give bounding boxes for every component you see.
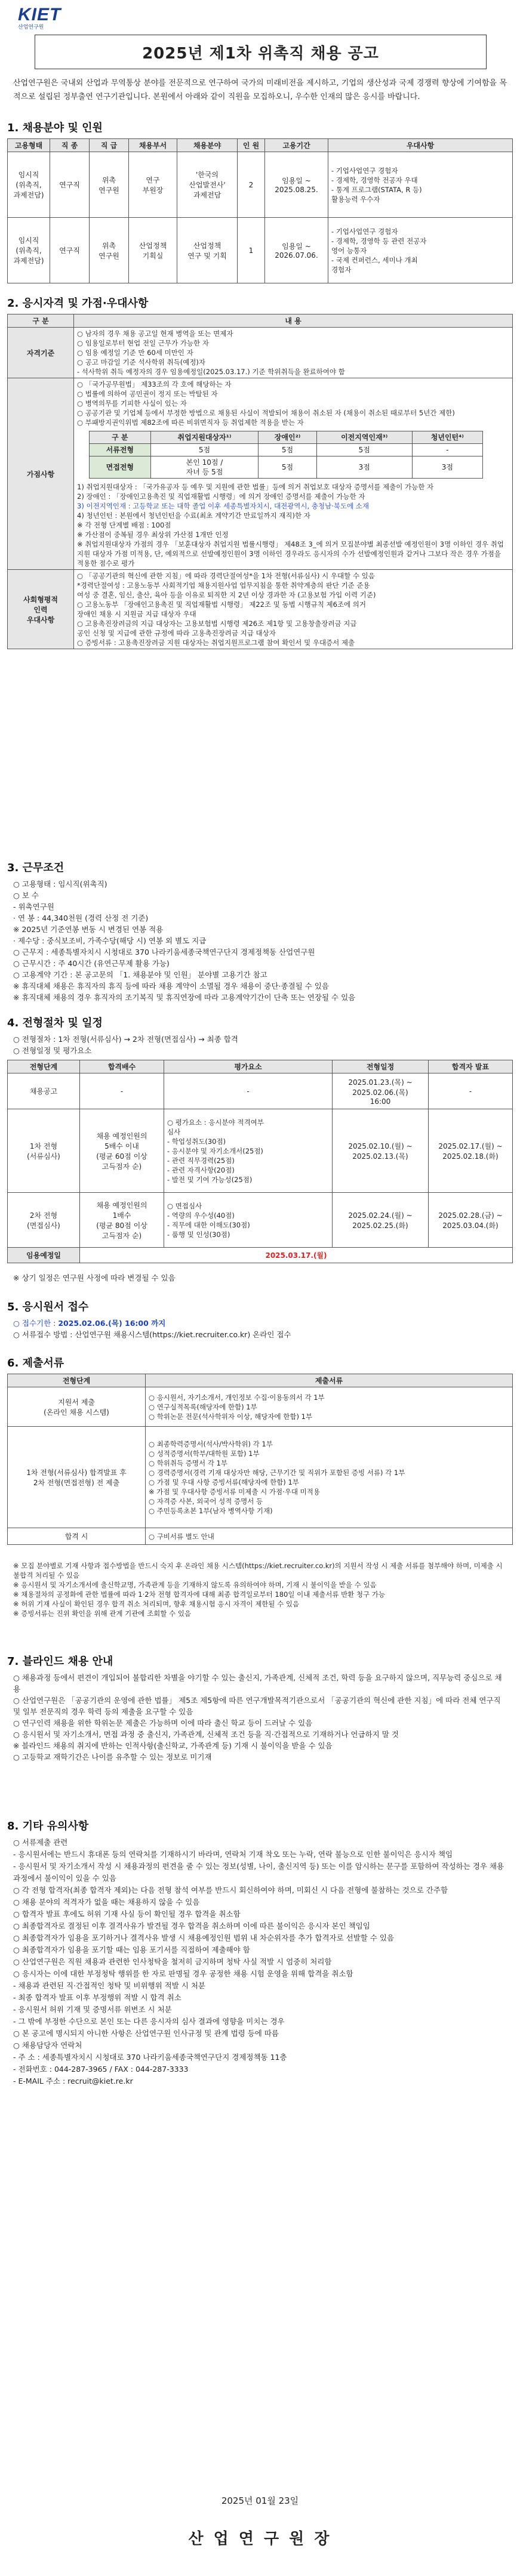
cell-ratio: 채용 예정인원의 5배수 이내 (평균 60점 이상 고득점자 순) [80,1109,164,1193]
qualification-content [74,328,513,378]
table-row [8,1073,513,1109]
qualification-header-row [8,314,513,328]
work-conditions [13,878,509,1003]
list-item: - 그 밖에 부정한 수단으로 본인 또는 다른 응시자의 심사 결과에 영향을 미치는 경우 [13,2017,285,2026]
list-item: ※ 블라인드 채용의 취지에 반하는 인적사항(출신학교, 가족관계 등) 기재 시 불이익을 받을 수 있음 [13,1741,333,1750]
cell-result: 2025.02.28.(금) ~ 2025.03.04.(화) [429,1193,513,1248]
list-item: ※ 휴직대체 채용의 경우 휴직자의 조기복직 및 휴직연장에 따라 고용계약기간이 단축 또는 연장될 수 있음 [13,993,356,1002]
col-header: 청년인턴⁴⁾ [412,431,482,444]
note-item: ※ 채용절차의 공정화에 관한 법률에 따라 1·2차 전형 합격자에 대해 최종 합격일로부터 180일 이내 제출서류 반환 청구 가능 [13,1590,386,1599]
positions-header-row [8,139,513,152]
qualification-row [8,328,513,378]
list-item: - 전화번호 : 044-287-3965 / FAX : 044-287-3333 [13,2065,189,2074]
cell-dept: 산업정책 기획실 [129,218,177,283]
list-item: ○ 병역의무를 기피한 사실이 있는 자 [77,399,187,408]
list-item: ○ 공공기관 및 기업체 등에서 부정한 방법으로 채용된 사실이 적발되어 채용이 취소된 자 (채용이 취소된 때로부터 5년간 제한) [77,409,455,417]
col-header: 구 분 [8,314,74,328]
cell: 3점 [316,456,412,479]
kiet-logo [18,5,84,29]
list-item: - E-MAIL 주소 : recruit@kiet.re.kr [13,2077,133,2086]
qualification-table [7,314,513,649]
section-1-heading: 1. 채용분야 및 인원 [7,122,103,134]
documents-header-row [8,1374,513,1387]
note-item: 2) 장애인 : 「장애인고용촉진 및 직업재활법 시행령」에 의거 장애인 증명서를 제출이 가능한 자 [77,492,365,501]
list-item: ○ 고등학교 재학기간은 나이를 유추할 수 있는 정보로 미기재 [13,1753,212,1761]
cell-docs: ○ 구비서류 별도 안내 [146,1528,513,1545]
list-item: ※ 2025년 기준연봉 변동 시 변경된 연봉 적용 [13,925,164,934]
cell: 3점 [412,456,482,479]
list-item: ○ 고용계약 기간 : 본 공고문의 「1. 채용분야 및 인원」 분야별 고용기간 참고 [13,970,267,979]
table-row [8,1528,513,1545]
preference-row [8,570,513,649]
list-item: ○ 남자의 경우 채용 공고일 현재 병역을 또는 면제자 [77,329,233,338]
list-item: ○ 채용 분야의 적격자가 없을 때는 채용하지 않을 수 있음 [13,1898,200,1906]
col-header: 채용분야 [177,139,238,152]
cell-grade: 위촉 연구원 [90,218,129,283]
schedule-table [7,1060,513,1263]
col-header: 고용기간 [265,139,328,152]
section-7-heading: 7. 블라인드 채용 안내 [7,1655,113,1668]
cell-docs: ○ 최종학력증명서(석사/박사학위) 각 1부 ○ 성적증명서(학부/대학원 포함) 1부 ○ 학위취득 증명서 각 1부 ○ 경력증명서(경력 기재 대상자만 해당, 근무기간 및 직위가 포함된 증빙 서류) 각 1부 ○ 가점 및 우대 사항 증빙서류(해당자에 한함) 1부 ※ 가점 및 우대사항 증빙서류 미제출 시 가점·우대 미적용 ○ 자격증 사본, 외국어 성적 증명서 등 ○ 주민등록초본 1부(남자 병역사항 기재) [146,1427,513,1528]
list-item: - 최종 합격자 발표 이후 부정행위 적발 시 합격 취소 [13,1993,181,2002]
col-header: 제출서류 [146,1374,513,1387]
cell-sched: 2025.02.24.(월) ~ 2025.02.25.(화) [333,1193,429,1248]
list-item: 여성 중 결혼, 임신, 출산, 육아 등을 이유로 퇴직한 지 2년 이상 경과한 자 (고용보험 가입 이력 기준) [77,591,376,599]
list-item: ○ 전형절차 : 1차 전형(서류심사) → 2차 전형(면접심사) → 최종 합격 [13,1035,238,1044]
list-item: ○ 채용과정 등에서 편견이 개입되어 불합리한 차별을 야기할 수 있는 출신지, 가족관계, 신체적 조건, 학력 등을 요구하지 않으며, 직무능력 중심으로 채용 [13,1673,502,1693]
list-item: ○ 근무지 : 세종특별자치시 시청대로 370 나라키움세종국책연구단지 경제정책동 산업연구원 [13,948,315,957]
page-title: 2025년 제1차 위촉직 채용 공고 [35,35,487,69]
list-item: - 응시원서 허위 기재 및 증명서류 위변조 시 처분 [13,2005,172,2014]
logo-mark: KIET [18,5,61,24]
col-header: 합격배수 [80,1060,164,1073]
cell-result: - [429,1073,513,1109]
cell-field: '한국의 산업발전사' 과제전담 [177,152,238,218]
list-item: ○ 근무시간 : 주 40시간 (유연근무제 활용 가능) [13,959,170,968]
start-date-value: 2025.03.17.(월) [80,1248,513,1263]
cell-dept: 연구 부원장 [129,152,177,218]
table-row [90,456,483,479]
logo-subtitle: 산업연구원 [18,24,44,30]
cell: 5점 [259,456,317,479]
documents-notes [13,1561,509,1618]
list-item [13,1318,509,1329]
list-item: - 응시원서에는 반드시 휴대폰 등의 연락처를 기재하시기 바라며, 연락처 기재 착오 또는 누락, 연락 불능으로 인한 불이익은 응시자 책임 [13,1850,453,1859]
bonus-row [8,378,513,570]
section-3-heading: 3. 근무조건 [7,862,64,874]
list-item: - 위촉연구원 [13,902,54,911]
cell-stage: 합격 시 [8,1528,146,1545]
col-header: 구 분 [90,431,151,444]
cell-sched: 2025.02.10.(월) ~ 2025.02.13.(목) [333,1109,429,1193]
list-item: ○ 산업연구원은 직원 채용과 관련한 인사청탁을 철저히 금지하며 청탁 사실 적발 시 엄중히 처리함 [13,1957,332,1966]
col-header: 채용부서 [129,139,177,152]
list-item: ○ 임용일로부터 현업 전일 근무가 가능한 자 [77,339,209,347]
col-header: 우대사항 [328,139,513,152]
note-item: 3) 이전지역인재 : 고등학교 또는 대학 졸업 이후 세종특별자치시, 대전광역시, 충청남·북도에 소재 [77,502,369,510]
cell-docs: ○ 응시원서, 자기소개서, 개인정보 수집·이용동의서 각 1부 ○ 연구실적목록(해당자에 한함) 1부 ○ 학위논문 전문(석사학위자 이상, 해당자에 한함) 1부 [146,1387,513,1427]
list-item: 공인 신청 및 지급에 관한 규정에 따라 고용촉진장려금 지급 대상자 [77,629,276,637]
cell-ratio: - [80,1073,164,1109]
preference-content [74,570,513,649]
application-info [13,1318,509,1340]
list-item: ○ 응시원서 및 자기소개서, 면접 과정 중 출신지, 가족관계, 신체적 조건 등을 직·간접적으로 기재하거나 언급하지 말 것 [13,1730,399,1739]
list-item: ○ 「국가공무원법」 제33조의 각 호에 해당하는 자 [77,380,232,388]
col-header: 내 용 [74,314,513,328]
cell-field: 산업정책 연구 및 기획 [177,218,238,283]
schedule-note: ※ 상기 일정은 연구원 사정에 따라 변경될 수 있음 [13,1273,176,1282]
positions-table [7,138,513,283]
table-row [8,1109,513,1193]
cell-result: 2025.02.17.(월) ~ 2025.02.18.(화) [429,1109,513,1193]
list-item: *경력단절여성 : 고용노동부 사회적기업 채용지원사업 업무지침을 통한 취약계층의 판단 기준 준용 [77,581,370,590]
list-item: ○ 서류제출 관련 [13,1838,68,1847]
cell-job: 연구직 [50,152,90,218]
col-header: 전형단계 [8,1060,80,1073]
list-item: - 채용과 관련된 직·간접적인 청탁 및 비위행위 적발 시 처분 [13,1981,205,1990]
cell-pref: - 기업사업연구 경험자 - 경제학, 경영학 전공자 우대 - 통계 프로그램(STATA, R 등) 활용능력 우수자 [328,152,513,218]
table-row [90,444,483,456]
cell-pref: - 기업사업연구 경험자 - 경제학, 경영학 등 관련 전공자 영어 능통자 - 국제 컨퍼런스, 세미나 개최 경험자 [328,218,513,283]
cell-stage: 1차 전형 (서류심사) [8,1109,80,1193]
note-item: ※ 모집 분야별로 기재 사항과 접수방법을 반드시 숙지 후 온라인 채용 시스템(https://kiet.recruiter.co.kr)의 지원서 작성 시 제출 서류를 첨부해야 하며, 미제출 시 불합격 처리될 수 있음 [13,1562,503,1579]
cell: 5점 [316,444,412,456]
table-row [8,1387,513,1427]
col-header: 취업지원대상자¹⁾ [150,431,259,444]
list-item: ○ 본 공고에 명시되지 아니한 사항은 산업연구원 인사규정 및 관계 법령 등에 따름 [13,2029,279,2038]
col-header: 인 원 [238,139,265,152]
cell-eval: ○ 면접심사 - 역량의 우수성(40점) - 직무에 대한 이해도(30점) - 품행 및 인성(30점) [164,1193,333,1248]
cell: 본인 10점 / 자녀 등 5점 [150,456,259,479]
list-item: ○ 최종합격자가 임용을 포기할 때는 임용 포기서를 직접하여 제출해야 함 [13,1945,250,1954]
cell-eval: ○ 평가요소 : 응시분야 적격여부 심사 - 학업성취도(30점) - 응시분야 및 자기소개서(25점) - 관련 직무경력(25점) - 관련 자격사항(20점) - 발전 및 기여 가능성(25점) [164,1109,333,1193]
list-item: ○ 「공공기관의 혁신에 관한 지침」에 따라 경력단절여성*을 1차 전형(서류심사) 시 우대할 수 있음 [77,572,375,580]
cell-stage: 1차 전형(서류심사) 합격발표 후 2차 전형(면접전형) 전 제출 [8,1427,146,1528]
list-item: ※ 휴직대체 채용은 휴직자의 휴직 등에 따라 채용 계약이 소멸될 경우 채용이 중단·종결될 수 있음 [13,982,329,991]
note-item: ※ 취업지원대상자 가점의 경우 「보훈대상자 취업지원 법률시행령」 제48조 3_에 의거 모집분야별 최종선발 예정인원이 3명 이하인 경우 취업지원 대상자 가점 미적용, 단, 예외적으로 선발예정인원이 3명 이하인 경우라도 응시자의 수가 선발예정인원과 같거나 그보다 작은 경우 가점을 적용한 점수로 평가 [77,540,504,567]
list-item: ○ 부패방지권익위법 제82조에 따른 비위면직자 등 취업제한 적용을 받는 자 [77,418,304,427]
bonus-header-row [90,431,483,444]
col-header: 전형일정 [333,1060,429,1073]
list-item: - 주 소 : 세종특별자치시 시청대로 370 나라키움세종국책연구단지 경제정책동 11층 [13,2053,287,2062]
note-item: ※ 증빙서류는 진위 확인을 위해 관계 기관에 조회할 수 있음 [13,1609,192,1618]
blind-recruitment-info [13,1672,509,1763]
cell: - [412,444,482,456]
col-header: 전형단계 [8,1374,146,1387]
list-item: · 연 봉 : 44,340천원 (경력 산정 전 기준) [13,914,149,923]
list-item: ○ 각 전형 합격자(최종 합격자 제외)는 다음 전형 참석 여부를 반드시 회신하여야 하며, 미회신 시 다음 전형에 불참하는 것으로 간주함 [13,1886,448,1895]
col-header: 평가요소 [164,1060,333,1073]
schedule-header-row [8,1060,513,1073]
note-item: ※ 각 전형 단계별 배점 : 100점 [77,521,171,529]
row-label: 사회형평적 인력 우대사항 [8,570,74,649]
note-item: ※ 허위 기재 사실이 확인된 경우 합격 취소 처리되며, 향후 채용시험 응시 자격이 제한될 수 있음 [13,1600,300,1608]
list-item: ○ 합격자 발표 후에도 허위 기재 사실 등이 확인될 경우 합격을 취소함 [13,1909,241,1918]
cell-period: 임용일 ~ 2026.07.06. [265,218,328,283]
list-item: ○ 채용담당자 연락처 [13,2041,82,2050]
list-item: ○ 증빙서류 : 고용촉진장려금 지원 대상자는 취업지원프로그램 참여 확인서 및 우대증서 제출 [77,638,355,647]
row-label: 서류전형 [90,444,151,456]
note-item: 4) 청년인턴 : 본원에서 청년인턴을 수료(최초 계약기간 만료일까지 재직)한 자 [77,511,310,520]
cell-eval: - [164,1073,333,1109]
documents-table [7,1374,513,1545]
section-8-heading: 8. 기타 유의사항 [7,1820,89,1832]
notice-date: 2025년 01월 23일 [221,2495,299,2506]
cell-sched: 2025.01.23.(목) ~ 2025.02.06.(목) 16:00 [333,1073,429,1109]
list-item: ○ 고용형태 : 임시직(위촉직) [13,880,107,889]
cell-stage: 지원서 제출 (온라인 채용 시스템) [8,1387,146,1427]
table-row [8,152,513,218]
note-item: ※ 가산점이 중복될 경우 최상위 가산점 1개만 인정 [77,530,229,539]
cell: 5점 [259,444,317,456]
section-5-heading: 5. 응시원서 접수 [7,1301,89,1313]
other-notices [13,1837,509,2087]
list-item: ○ 보 수 [13,891,39,900]
col-header: 장애인²⁾ [259,431,317,444]
cell-ratio: 채용 예정인원의 1배수 (평균 80점 이상 고득점자 순) [80,1193,164,1248]
list-item: ○ 최종합격자가 임용을 포기하거나 결격사유 발생 시 채용예정인원 범위 내 차순위자를 추가 합격자로 선발할 수 있음 [13,1933,395,1942]
list-item: ○ 전형일정 및 평가요소 [13,1046,92,1055]
list-item: ○ 공고 마감일 기준 석사학위 취득(예정)자 [77,358,206,366]
row-label: 임용예정일 [8,1248,80,1263]
list-item: ○ 응시자는 이에 대한 부정청탁 행위를 한 자로 판명될 경우 공정한 채용 시험 운영을 위해 합격을 취소함 [13,1969,353,1978]
cell-num: 2 [238,152,265,218]
cell-stage: 2차 전형 (면접심사) [8,1193,80,1248]
col-header: 고용형태 [8,139,50,152]
list-item: ○ 산업연구원은 「공공기관의 운영에 관한 법률」 제5조 제5항에 따른 연구개발목적기관으로서 「공공기관의 혁신에 관한 지침」에 따라 전체 연구직 및 일부 전문직의 경우 학력 등의 제출을 요구할 수 있음 [13,1696,501,1716]
cell: 5점 [150,444,259,456]
row-label: 자격기준 [8,328,74,378]
col-header: 이전지역인재³⁾ [316,431,412,444]
bonus-content [74,378,513,570]
table-row [8,1427,513,1528]
table-row [8,218,513,283]
section-6-heading: 6. 제출서류 [7,1357,64,1369]
list-item: ○ 임용 예정일 기준 만 60세 미만인 자 [77,348,193,357]
list-item: · 제수당 : 중식보조비, 가족수당(해당 시) 연봉 외 별도 지급 [13,936,207,945]
cell-type: 임시직 (위촉직, 과제전담) [8,218,50,283]
section-2-heading: 2. 응시자격 및 가점·우대사항 [7,297,149,310]
note-item: 1) 취업지원대상자 : 「국가유공자 등 예우 및 지원에 관한 법률」등에 의거 취업보호 대상자 증명서를 제출이 가능한 자 [77,483,434,491]
list-item: ○ 법률에 의하여 공민권이 정지 또는 박탈된 자 [77,390,218,398]
list-item: ○ 최종합격자로 결정된 이후 결격사유가 발견될 경우 합격을 취소하며 이에 따른 불이익은 응시자 본인 책임임 [13,1921,370,1930]
table-row [8,1193,513,1248]
col-header: 직 종 [50,139,90,152]
list-item: 장애인 채용 시 지원금 지급 대상자 우대 [77,610,196,618]
signer: 산 업 연 구 원 장 [188,2530,332,2548]
cell-period: 임용일 ~ 2025.08.25. [265,152,328,218]
row-label: 가점사항 [8,378,74,570]
intro-paragraph: 산업연구원은 국내외 산업과 무역통상 분야를 전문적으로 연구하여 국가의 미래비전을 제시하고, 기업의 생산성과 국제 경쟁력 향상에 기여함을 목적으로 설립된 정부출연 연구기관입니다. 본원에서 아래와 같이 직원을 모집하오니, 우수한 인재의 많은 응시를 바랍니다. [13,79,507,101]
period-value: 2025.02.06.(목) 16:00 까지 [58,1319,166,1328]
col-header: 합격자 발표 [429,1060,513,1073]
cell-grade: 위촉 연구원 [90,152,129,218]
list-item: ○ 고용노동부 「장애인고용촉진 및 직업재활법 시행령」 제22조 및 동법 시행규칙 제6조에 의거 [77,600,367,609]
bonus-points-table [89,431,483,479]
note-item: ※ 응시원서 및 자기소개서에 출신학교명, 가족관계 등을 기재하지 않도록 유의하여야 하며, 기재 시 불이익을 받을 수 있음 [13,1581,377,1589]
row-label: 면접전형 [90,456,151,479]
cell-stage: 채용공고 [8,1073,80,1109]
start-date-row [8,1248,513,1263]
list-item: - 석사학위 취득 예정자의 경우 임용예정일(2025.03.17.) 기준 학위취득을 완료하여야 함 [77,368,345,376]
list-item: - 응시원서 및 자기소개서 작성 시 채용과정의 편견을 줄 수 있는 정보(성별, 나이, 출신지역 등) 또는 이를 암시하는 문구를 포함하여 작성하는 경우 채용과정에서 불이익이 있을 수 있음 [13,1862,504,1883]
cell-type: 임시직 (위촉직, 과제전담) [8,152,50,218]
section-4-heading: 4. 전형절차 및 일정 [7,1017,103,1029]
cell-job: 연구직 [50,218,90,283]
col-header: 직 급 [90,139,129,152]
process-summary [13,1034,509,1056]
list-item: ○ 서류접수 방법 : 산업연구원 채용시스템(https://kiet.recruiter.co.kr) 온라인 접수 [13,1330,291,1339]
period-label: ○ 접수기한 : [13,1319,59,1328]
cell-num: 1 [238,218,265,283]
list-item: ○ 고용촉진장려금의 지급 대상자는 고용보험법 시행령 제26조 제1항 및 고용창출장려금 지급 [77,619,357,628]
list-item: ○ 연구인력 채용을 위한 학위논문 제출은 가능하며 이에 따라 출신 학교 등이 드러날 수 있음 [13,1719,313,1727]
